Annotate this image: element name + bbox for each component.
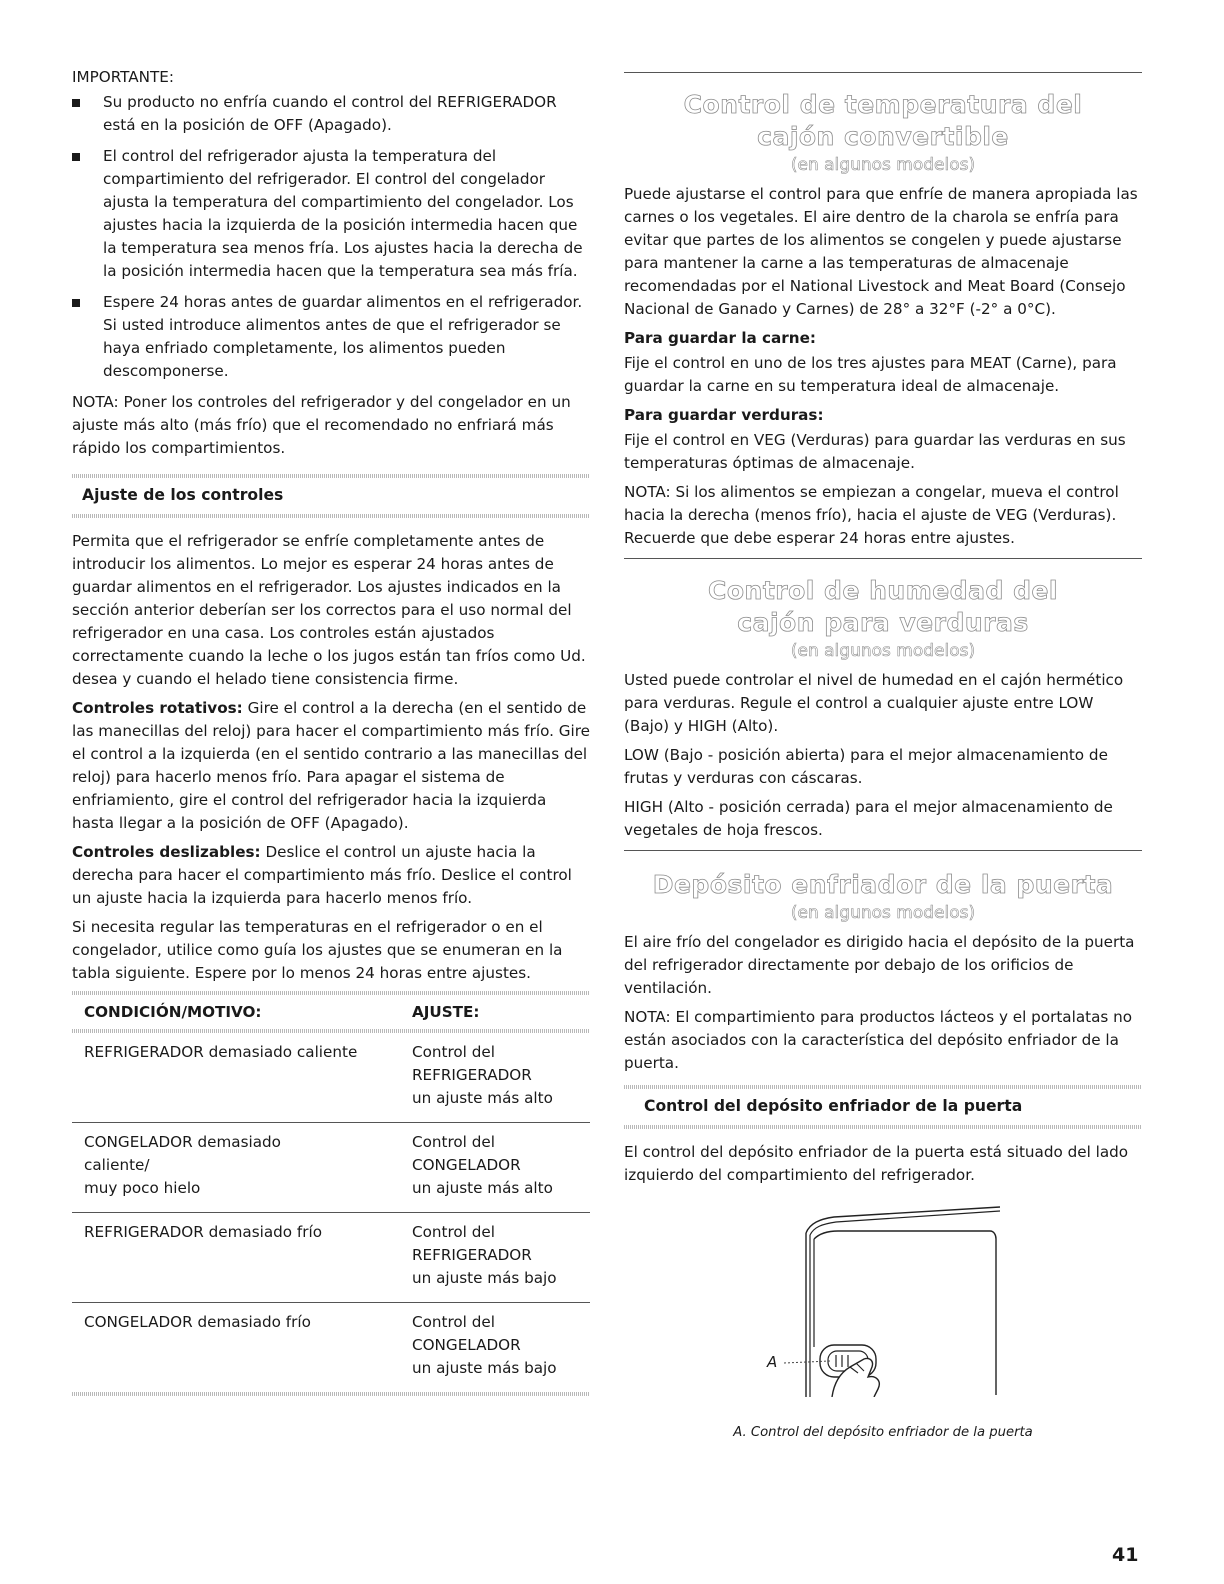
importante-heading: IMPORTANTE: [72,68,174,86]
ajuste-cell [404,1123,590,1213]
door-bin-figure [624,1193,1142,1423]
verduras-heading: Para guardar verduras: [624,406,824,424]
rotativos-label: Controles rotativos: [72,699,243,717]
cell-line: REFRIGERADOR [412,1246,532,1264]
cell-line: un ajuste más bajo [412,1359,557,1377]
humedad-paragraph: Usted puede controlar el nivel de humedad en el cajón hermético para verduras. Regule el control a cualquier ajuste entre LOW (Bajo) y HIGH (Alto). [624,671,1124,735]
nota-text: Poner los controles del refrigerador y del congelador en un ajuste más alto (más frío) que el recomendado no enfriará más rápido los compartimientos. [72,393,571,457]
cell-line: CONGELADOR [412,1336,521,1354]
cell-line: REFRIGERADOR demasiado frío [84,1223,323,1241]
section-title: Depósito enfriador de la puerta [652,870,1114,899]
nota-label: NOTA: [624,483,671,501]
ajuste-heading: Ajuste de los controles [82,486,284,504]
deslizables-text: Deslice el control un ajuste hacia la derecha para hacer el compartimiento más frío. Deslice el control un ajuste hacia la izquierda para hacerlo menos frío. [72,843,572,907]
bullet-text: El control del refrigerador ajusta la temperatura del compartimiento del refrigerador. El control del congelador ajusta la temperatura del compartimiento del congelador. Los ajustes hacia la izquierda de la posición intermedia hacen que la temperatura sea menos fría. Los ajustes hacia la derecha de la posición intermedia hacen que la temperatura sea más fría. [103,147,583,280]
list-item [72,145,590,283]
high-text: (Alto - posición cerrada) para el mejor almacenamiento de vegetales de hoja frescos. [624,798,1113,839]
cell-line: CONGELADOR demasiado frío [84,1313,311,1331]
right-column [624,72,1142,1440]
cell-line: Control del [412,1043,495,1061]
convertible-paragraph: Puede ajustarse el control para que enfríe de manera apropiada las carnes o los vegetales. El aire dentro de la charola se enfría para evitar que partes de los alimentos se congelen y puede ajustarse para mantener la carne a las temperaturas de almacenaje recomendadas por el National Livestock and Meat Board (Consejo Nacional de Ganado y Carnes) de 28° a 32°F (-2° a 0°C). [624,185,1138,318]
bullet-square-icon [72,99,80,107]
verduras-paragraph: Fije el control en VEG (Verduras) para guardar las verduras en sus temperaturas óptimas de almacenaje. [624,431,1126,472]
section-title: cajón convertible [757,122,1009,151]
refrigerator-door-illustration [624,1197,1142,1397]
divider [72,514,590,518]
ajuste-cell [404,1213,590,1303]
nota-label: NOTA: [624,1008,671,1026]
nota-text: El compartimiento para productos lácteos y el portalatas no están asociados con la característica del depósito enfriador de la puerta. [624,1008,1133,1072]
regular-paragraph: Si necesita regular las temperaturas en el refrigerador o en el congelador, utilice como guía los ajustes que se enumeran en la tabla siguiente. Espere por lo menos 24 horas entre ajustes. [72,918,563,982]
deposito-paragraph: El aire frío del congelador es dirigido hacia el depósito de la puerta del refrigerador directamente por debajo de los orificios de ventilación. [624,933,1135,997]
figure-caption: A. Control del depósito enfriador de la puerta [733,1425,1033,1440]
importante-list [72,91,590,383]
cell-line: CONGELADOR demasiado [84,1133,281,1151]
high-paragraph [624,796,1142,842]
cell-line: caliente/ [84,1156,150,1174]
table-header-row [72,995,590,1029]
table-row [72,1033,590,1123]
condition-cell [72,1123,404,1213]
divider [624,558,1142,559]
cell-line: Control del [412,1223,495,1241]
high-label: HIGH [624,798,664,816]
nota-paragraph [624,481,1142,550]
figure-label-a: A [767,1353,778,1371]
section-title: Control de temperatura del [683,90,1083,119]
nota-label: NOTA: [72,393,119,411]
rotativos-paragraph [72,697,590,835]
section-title: cajón para verduras [737,608,1029,637]
divider [624,72,1142,73]
low-label: LOW [624,746,659,764]
ajuste-paragraph: Permita que el refrigerador se enfríe completamente antes de introducir los alimentos. Lo mejor es esperar 24 horas antes de guardar alimentos en el refrigerador. Los ajustes indicados en la sección anterior deberían ser los correctos para el uso normal del refrigerador en una casa. Los controles están ajustados correctamente cuando la leche o los jugos están tan fríos como Ud. desea y cuando el helado tiene consistencia firme. [72,532,586,688]
page-number: 41 [1112,1544,1139,1566]
ajuste-cell [404,1033,590,1123]
table-row [72,1303,590,1393]
cell-line: muy poco hielo [84,1179,201,1197]
deslizables-label: Controles deslizables: [72,843,261,861]
bullet-square-icon [72,299,80,307]
cell-line: un ajuste más alto [412,1089,553,1107]
header-ajuste: AJUSTE: [412,1003,480,1021]
section-subtitle: (en algunos modelos) [790,641,976,661]
cell-line: Control del [412,1133,495,1151]
list-item [72,91,590,137]
table-row [72,1123,590,1213]
ajuste-cell [404,1303,590,1393]
condition-cell [72,1033,404,1123]
settings-table [72,995,590,1392]
condition-cell [72,1213,404,1303]
deposito-control-paragraph: El control del depósito enfriador de la puerta está situado del lado izquierdo del compartimiento del refrigerador. [624,1143,1129,1184]
cell-line: un ajuste más alto [412,1179,553,1197]
low-text: (Bajo - posición abierta) para el mejor almacenamiento de frutas y verduras con cáscaras. [624,746,1108,787]
carne-paragraph: Fije el control en uno de los tres ajustes para MEAT (Carne), para guardar la carne en su temperatura ideal de almacenaje. [624,354,1117,395]
cell-line: un ajuste más bajo [412,1269,557,1287]
low-paragraph [624,744,1142,790]
nota-paragraph [624,1006,1142,1075]
cell-line: REFRIGERADOR demasiado caliente [84,1043,358,1061]
table-row [72,1213,590,1303]
condition-cell [72,1303,404,1393]
bullet-text: Su producto no enfría cuando el control del REFRIGERADOR está en la posición de OFF (Apagado). [103,93,557,134]
section-subtitle: (en algunos modelos) [790,903,976,923]
divider [624,850,1142,851]
header-condition: CONDICIÓN/MOTIVO: [84,1003,262,1021]
deslizables-paragraph [72,841,590,910]
left-column [72,66,590,1396]
cell-line: CONGELADOR [412,1156,521,1174]
carne-heading: Para guardar la carne: [624,329,816,347]
rotativos-text: Gire el control a la derecha (en el sentido de las manecillas del reloj) para hacer el compartimiento más frío. Gire el control a la izquierda (en el sentido contrario a las manecillas del reloj) para hacerlo menos frío. Para apagar el sistema de enfriamiento, gire el control del refrigerador hacia la izquierda hasta llegar a la posición de OFF (Apagado). [72,699,591,832]
section-title: Control de humedad del [708,576,1058,605]
divider [624,1125,1142,1129]
nota-text: Si los alimentos se empiezan a congelar, mueva el control hacia la derecha (menos frío), hacia el ajuste de VEG (Verduras). Recuerde que debe esperar 24 horas entre ajustes. [624,483,1119,547]
divider [72,1392,590,1396]
nota-paragraph [72,391,590,460]
deposito-control-heading: Control del depósito enfriador de la puerta [644,1097,1023,1115]
bullet-text: Espere 24 horas antes de guardar alimentos en el refrigerador. Si usted introduce alimentos antes de que el refrigerador se haya enfriado completamente, los alimentos pueden descomponerse. [103,293,583,380]
list-item [72,291,590,383]
section-subtitle: (en algunos modelos) [790,155,976,175]
bullet-square-icon [72,153,80,161]
cell-line: Control del [412,1313,495,1331]
cell-line: REFRIGERADOR [412,1066,532,1084]
